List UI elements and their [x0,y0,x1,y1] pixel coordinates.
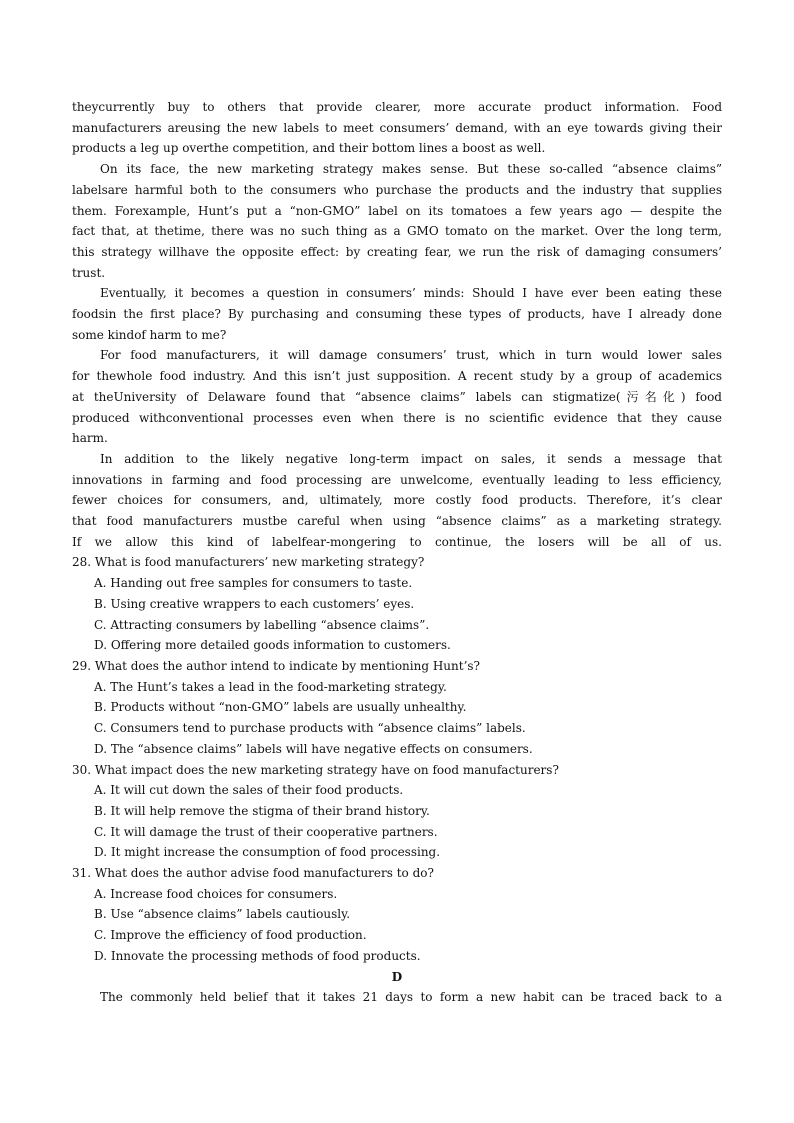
text-line: fact that, at thetime, there was no such thing as a GMO tomato on the market. Over the long term, [72,224,722,239]
text-line: trust. [72,265,106,280]
text-line: produced withconventional processes even when there is no scientific evidence that they cause [72,410,722,425]
question-29 [72,656,722,760]
question-30 [72,760,722,864]
passage-c-paragraph-2 [72,283,722,345]
question-28 [72,552,722,656]
question-stem: 28. What is food manufacturers’ new marketing strategy? [72,555,425,570]
text-line: fewer choices for consumers, and, ultimately, more costly food products. Therefore, it’s clear [72,493,722,508]
text-line: innovations in farming and food processing are unwelcome, eventually leading to less efficiency, [72,472,722,487]
text-line: Eventually, it becomes a question in consumers’ minds: Should I have ever been eating these [100,286,722,301]
text-line: that food manufacturers mustbe careful when using “absence claims” as a marketing strategy. [72,514,722,529]
option-b: B. It will help remove the stigma of their brand history. [94,803,430,818]
option-d: D. It might increase the consumption of food processing. [94,845,441,860]
passage-c-paragraph-1 [72,159,722,283]
text-line: at theUniversity of Delaware found that “absence claims” labels can stigmatize(污名化) food [72,389,722,404]
question-31 [72,863,722,967]
text-line: theycurrently buy to others that provide clearer, more accurate product information. Food [72,100,722,114]
text-line: manufacturers areusing the new labels to meet consumers’ demand, with an eye towards giving their [72,120,722,135]
text-line: this strategy willhave the opposite effect: by creating fear, we run the risk of damaging consumers’ [72,244,722,259]
option-a: A. Handing out free samples for consumers to taste. [94,576,413,591]
question-stem: 29. What does the author intend to indicate by mentioning Hunt’s? [72,658,480,673]
option-d: D. Innovate the processing methods of food products. [94,948,421,963]
text-line: some kindof harm to me? [72,327,227,342]
option-c: C. Improve the efficiency of food production. [94,928,367,943]
passage-c-paragraph-3 [72,345,722,449]
text-line: If we allow this kind of labelfear-mongering to continue, the losers will be all of us. [72,534,722,549]
passage-c-paragraph-4 [72,449,722,553]
option-c: C. It will damage the trust of their cooperative partners. [94,824,438,839]
option-d: D. The “absence claims” labels will have negative effects on consumers. [94,741,533,756]
passage-d-paragraph-0 [72,987,722,1008]
passage-c-paragraph-0 [72,97,722,159]
question-stem: 30. What impact does the new marketing strategy have on food manufacturers? [72,762,559,777]
option-a: A. It will cut down the sales of their food products. [94,783,404,798]
page-content [72,97,722,1008]
option-d: D. Offering more detailed goods information to customers. [94,638,451,653]
question-stem: 31. What does the author advise food manufacturers to do? [72,866,434,881]
text-line: them. Forexample, Hunt’s put a “non-GMO” label on its tomatoes a few years ago — despite the [72,203,722,218]
text-line: The commonly held belief that it takes 21 days to form a new habit can be traced back to a [100,990,722,1005]
section-d-heading: D [391,969,403,984]
option-b: B. Products without “non-GMO” labels are usually unhealthy. [94,700,467,715]
option-b: B. Using creative wrappers to each customers’ eyes. [94,596,415,611]
text-line: In addition to the likely negative long-term impact on sales, it sends a message that [100,451,722,466]
text-line: On its face, the new marketing strategy makes sense. But these so-called “absence claims” [100,162,722,177]
text-line: for thewhole food industry. And this isn’t just supposition. A recent study by a group of academics [72,369,722,384]
text-line: For food manufacturers, it will damage consumers’ trust, which in turn would lower sales [100,348,722,363]
option-a: A. The Hunt’s takes a lead in the food-marketing strategy. [94,679,447,694]
text-line: labelsare harmful both to the consumers who purchase the products and the industry that supplies [72,182,722,197]
option-c: C. Attracting consumers by labelling “absence claims”. [94,617,430,632]
option-b: B. Use “absence claims” labels cautiously. [94,907,351,922]
text-line: foodsin the first place? By purchasing and consuming these types of products, have I already done [72,307,722,322]
option-c: C. Consumers tend to purchase products with “absence claims” labels. [94,721,526,736]
text-line: harm. [72,431,108,446]
option-a: A. Increase food choices for consumers. [94,886,338,901]
text-line: products a leg up overthe competition, and their bottom lines a boost as well. [72,141,546,156]
